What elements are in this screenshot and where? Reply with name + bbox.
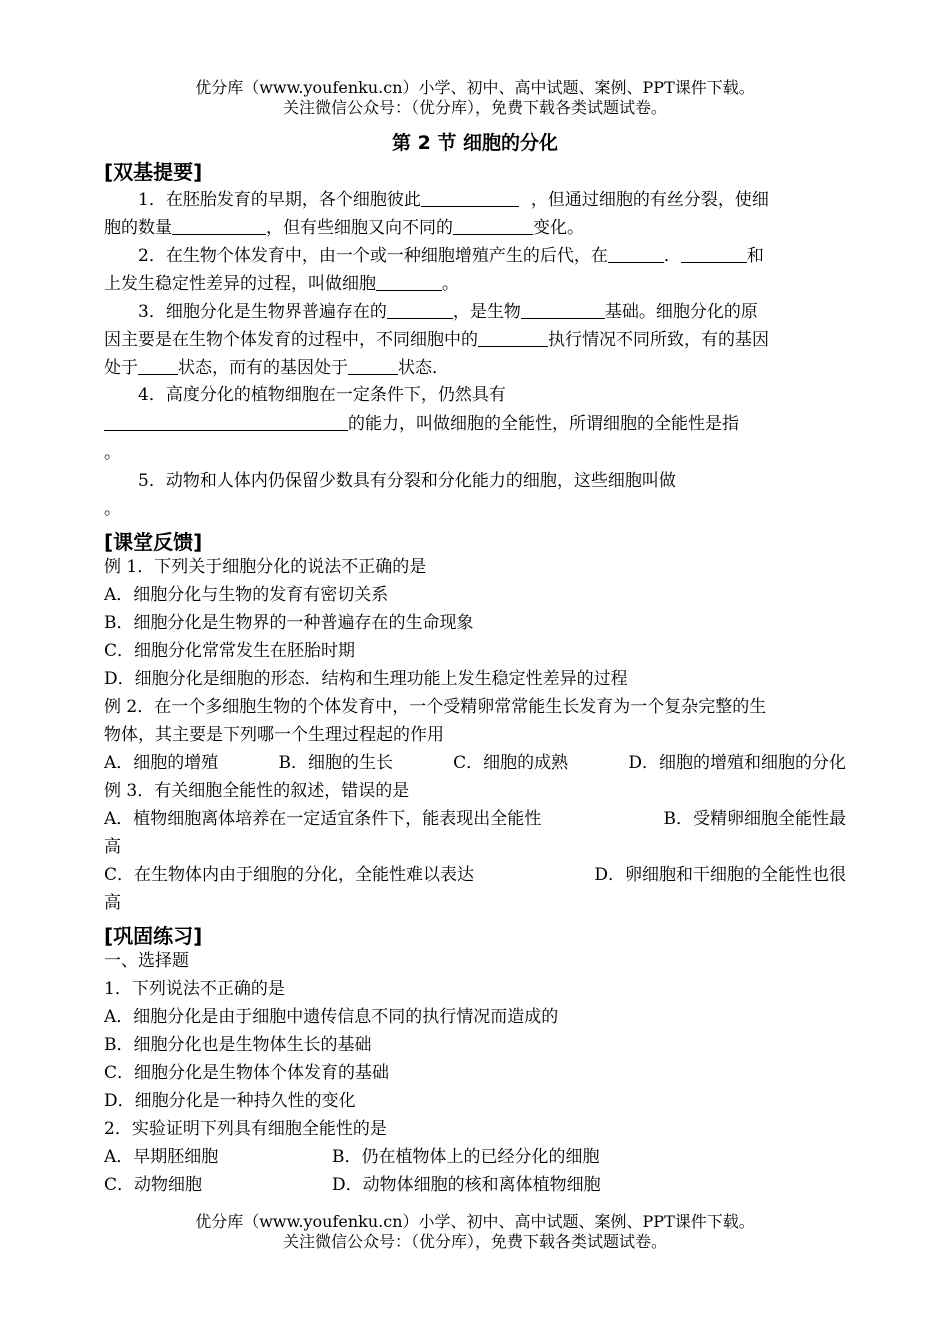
basics-q5-line2: 。: [104, 499, 121, 519]
example3-stem: 例 3．有关细胞全能性的叙述，错误的是: [104, 781, 410, 801]
practice-q2-option-c: C．动物细胞: [104, 1175, 203, 1195]
practice-q2-option-d: D．动物体细胞的核和离体植物细胞: [332, 1175, 601, 1195]
answer-blank[interactable]: [387, 300, 453, 319]
answer-blank[interactable]: [421, 188, 519, 207]
example1-stem: 例 1．下列关于细胞分化的说法不正确的是: [104, 557, 427, 577]
practice-q2-options-ab: [104, 1146, 846, 1168]
example1-option-b: B．细胞分化是生物界的一种普遍存在的生命现象: [104, 613, 474, 633]
basics-q5-line1: 5．动物和人体内仍保留少数具有分裂和分化能力的细胞，这些细胞叫做: [138, 471, 676, 491]
answer-blank[interactable]: [138, 356, 178, 375]
answer-blank[interactable]: [348, 356, 398, 375]
answer-blank[interactable]: [104, 412, 348, 431]
answer-blank[interactable]: [521, 300, 605, 319]
practice-q1-option-b: B．细胞分化也是生物体生长的基础: [104, 1035, 372, 1055]
example1-option-c: C．细胞分化常常发生在胚胎时期: [104, 641, 356, 661]
practice-q2-option-b: B．仍在植物体上的已经分化的细胞: [332, 1147, 600, 1167]
example3-option-b-wrap: 高: [104, 837, 121, 857]
basics-q2-line1: 2．在生物个体发育中，由一个或一种细胞增殖产生的后代，在 ． 和: [138, 246, 764, 266]
basics-q4-line3: 。: [104, 443, 121, 463]
section-basics: [双基提要]: [104, 160, 203, 184]
example1-option-a: A．细胞分化与生物的发育有密切关系: [104, 585, 389, 605]
practice-q2-option-a: A．早期胚细胞: [104, 1147, 219, 1167]
header-line-1: 优分库（www.youfenku.cn）小学、初中、高中试题、案例、PPT课件下载。: [195, 78, 755, 97]
basics-q3-line2: 因主要是在生物个体发育的过程中，不同细胞中的 执行情况不同所致，有的基因: [104, 330, 769, 350]
example2-stem-line2: 物体，其主要是下列哪一个生理过程起的作用: [104, 725, 444, 745]
practice-q1-stem: 1．下列说法不正确的是: [104, 979, 285, 999]
practice-q2-options-cd: [104, 1174, 846, 1196]
example3-options-cd: [104, 864, 846, 886]
example2-option-b: B．细胞的生长: [278, 753, 393, 773]
basics-q3-line3: 处于 状态，而有的基因处于 状态．: [104, 358, 449, 378]
header-line-2: 关注微信公众号：（优分库），免费下载各类试题试卷。: [282, 98, 667, 117]
example3-option-b: B．受精卵细胞全能性最: [663, 809, 846, 829]
answer-blank[interactable]: [453, 216, 533, 235]
practice-part-title: 一、选择题: [104, 951, 189, 971]
example3-option-d: D．卵细胞和干细胞的全能性也很: [594, 865, 846, 885]
answer-blank[interactable]: [681, 244, 747, 263]
example2-options: [104, 752, 846, 774]
practice-q1-option-a: A．细胞分化是由于细胞中遗传信息不同的执行情况而造成的: [104, 1007, 559, 1027]
section-practice: [巩固练习]: [104, 924, 203, 948]
example3-options-ab: [104, 808, 846, 830]
basics-q4-line1: 4．高度分化的植物细胞在一定条件下，仍然具有: [138, 385, 506, 405]
example3-option-c: C．在生物体内由于细胞的分化，全能性难以表达: [104, 865, 475, 885]
practice-q1-option-c: C．细胞分化是生物体个体发育的基础: [104, 1063, 390, 1083]
section-feedback: [课堂反馈]: [104, 530, 203, 554]
basics-q1-line2: 胞的数量 ，但有些细胞又向不同的 变化。: [104, 218, 584, 238]
practice-q2-stem: 2．实验证明下列具有细胞全能性的是: [104, 1119, 387, 1139]
footer-line-1: 优分库（www.youfenku.cn）小学、初中、高中试题、案例、PPT课件下载。: [195, 1212, 755, 1231]
example2-option-d: D．细胞的增殖和细胞的分化: [628, 753, 846, 773]
basics-q2-line2: 上发生稳定性差异的过程，叫做细胞 。: [104, 274, 459, 294]
basics-q4-line2: 的能力，叫做细胞的全能性，所谓细胞的全能性是指: [104, 412, 846, 435]
page-title: 第 2 节 细胞的分化: [391, 132, 559, 154]
answer-blank[interactable]: [478, 328, 548, 347]
answer-blank[interactable]: [376, 272, 442, 291]
example2-option-a: A．细胞的增殖: [104, 753, 219, 773]
basics-q1-line1: 1．在胚胎发育的早期，各个细胞彼此 ，但通过细胞的有丝分裂，使细: [138, 190, 769, 210]
example3-option-d-wrap: 高: [104, 893, 121, 913]
example2-option-c: C．细胞的成熟: [453, 753, 569, 773]
practice-q1-option-d: D．细胞分化是一种持久性的变化: [104, 1091, 356, 1111]
footer-line-2: 关注微信公众号：（优分库），免费下载各类试题试卷。: [282, 1232, 667, 1251]
example2-stem-line1: 例 2．在一个多细胞生物的个体发育中，一个受精卵常常能生长发育为一个复杂完整的生: [104, 697, 767, 717]
example1-option-d: D．细胞分化是细胞的形态．结构和生理功能上发生稳定性差异的过程: [104, 669, 628, 689]
answer-blank[interactable]: [172, 216, 266, 235]
example3-option-a: A．植物细胞离体培养在一定适宜条件下，能表现出全能性: [104, 809, 542, 829]
basics-q3-line1: 3．细胞分化是生物界普遍存在的 ，是生物 基础。细胞分化的原: [138, 302, 758, 322]
answer-blank[interactable]: [608, 244, 664, 263]
